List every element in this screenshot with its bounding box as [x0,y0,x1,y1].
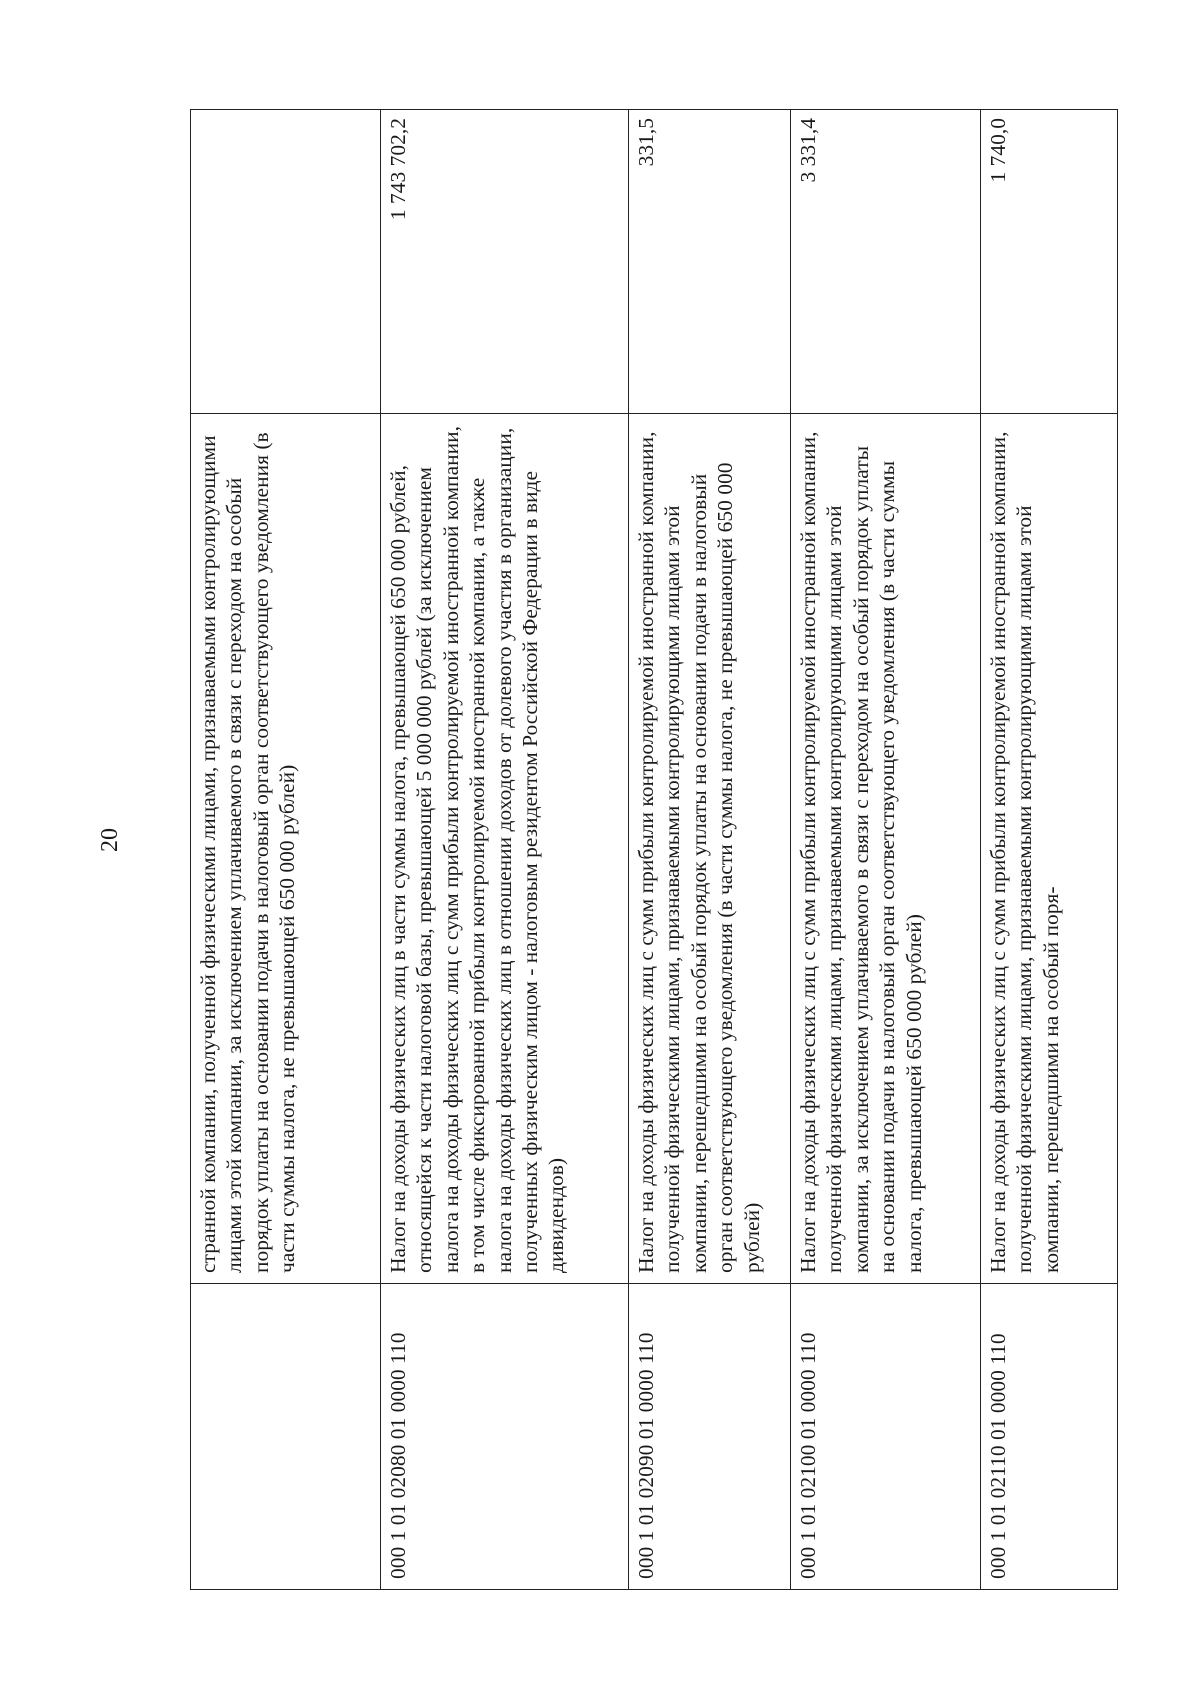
table-row [791,110,981,1590]
table-row [191,110,381,1590]
description-cell: странной компании, полученной физическими лицами, признаваемыми контролирующими лицами этой компании, за исключением уплачиваемого в связи с переходом на особый порядок уплаты на основании подачи в налоговый орган соответствующего уведомления (в части суммы налога, не превышающей 650 000 рублей) [191,414,381,1284]
budget-code-cell [191,1284,381,1590]
page-number: 20 [97,828,123,852]
amount-cell: 3 331,4 [791,110,981,414]
amount-cell: 1 740,0 [981,110,1118,414]
budget-code-cell: 000 1 01 02080 01 0000 110 [381,1284,629,1590]
description-cell: Налог на доходы физических лиц с сумм прибыли контролируемой иностранной компании, полученной физическими лицами, признаваемыми контролирующими лицами этой компании, перешедшими на особый порядок уплаты на основании подачи в налоговый орган соответствующего уведомления (в части суммы налога, не превышающей 650 000 рублей) [629,414,791,1284]
amount-cell: 331,5 [629,110,791,414]
table-row [381,110,629,1590]
amount-cell: 1 743 702,2 [381,110,629,414]
budget-code-cell: 000 1 01 02110 01 0000 110 [981,1284,1118,1590]
description-cell: Налог на доходы физических лиц с сумм прибыли контролируемой иностранной компании, полученной физическими лицами, признаваемыми контролирующими лицами этой компании, перешедшими на особый поря- [981,414,1118,1284]
description-cell: Налог на доходы физических лиц с сумм прибыли контролируемой иностранной компании, полученной физическими лицами, признаваемыми контролирующими лицами этой компании, за исключением уплачиваемого в связи с переходом на особый порядок уплаты на основании подачи в налоговый орган соответствующего уведомления (в части суммы налога, превышающей 650 000 рублей) [791,414,981,1284]
document-sheet [190,110,1118,1590]
table-row [629,110,791,1590]
description-cell: Налог на доходы физических лиц в части суммы налога, превышающей 650 000 рублей, относящейся к части налоговой базы, превышающей 5 000 000 рублей (за исключением налога на доходы физических лиц с сумм прибыли контролируемой иностранной компании, в том числе фиксированной прибыли контролируемой иностранной компании, а также налога на доходы физических лиц в отношении доходов от долевого участия в организации, полученных физическим лицом - налоговым резидентом Российской Федерации в виде дивидендов) [381,414,629,1284]
budget-code-cell: 000 1 01 02100 01 0000 110 [791,1284,981,1590]
budget-code-cell: 000 1 01 02090 01 0000 110 [629,1284,791,1590]
budget-table [190,109,1118,1590]
table-row [981,110,1118,1590]
amount-cell [191,110,381,414]
